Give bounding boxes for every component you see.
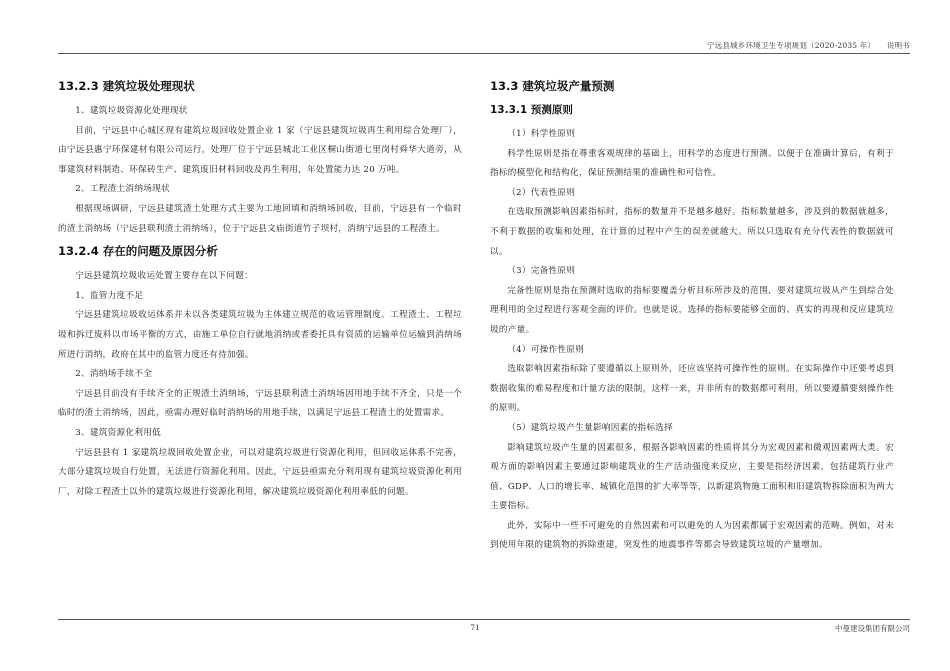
paragraph: 1、监管力度不足 [75, 290, 144, 301]
paragraph: 宁远县建筑垃圾收运处置主要存在以下问题： [75, 271, 254, 282]
section-heading-13-2-3: 13.2.3 建筑垃圾处理现状 [58, 79, 195, 93]
paragraph: 宁远县建筑垃圾收运体系并未以各类建筑垃圾为主体建立规范的收运管理制度。工程渣土、工程垃圾和拆迁废料以市场平衡的方式，由施工单位自行就地消纳或者委托具有资质的运输单位运输到消纳场所进行消纳，政府在其中的监管力度还有待加强。 [58, 310, 462, 360]
paragraph: 2、工程渣土消纳场现状 [75, 184, 170, 195]
paragraph: 选取影响因素指标除了要遵循以上原则外，还应该坚持可操作性的原则。在实际操作中还要考虑到数据收集的难易程度和计量方法的限制，这样一来，并非所有的数据都可利用，所以要遵循要刻操作性的原则。 [490, 364, 894, 414]
header-divider [58, 53, 910, 54]
paragraph: 科学性原则是指在尊重客观规律的基础上，用科学的态度进行预测。以便于在准确计算后，有利于指标的模型化和结构化，保证预测结果的准确性和可信性。 [490, 148, 894, 179]
paragraph: （5）建筑垃圾产生量影响因素的指标选择 [507, 422, 674, 433]
running-header: 宁远县城乡环境卫生专项规划（2020-2035 年） 说明书 [706, 41, 910, 50]
company-name: 中曼建设集团有限公司 [835, 624, 910, 633]
paragraph: 完备性原则是指在预测时选取的指标要覆盖分析目标所涉及的范围，要对建筑垃圾从产生到综合处理利用的全过程进行客观全面的评价。也就是说，选择的指标要能够全面的、真实的再现和反应建筑垃圾的产量。 [490, 285, 894, 335]
paragraph: 此外，实际中一些不可避免的自然因素和可以避免的人为因素都属于宏观因素的范畴。例如，对未到使用年限的建筑物的拆除重建，突发性的地震事件等都会导致建筑垃圾的产量增加。 [490, 520, 894, 551]
left-column [58, 74, 462, 506]
paragraph: （2）代表性原则 [507, 187, 576, 198]
paragraph: 目前，宁远县中心城区现有建筑垃圾回收处置企业 1 家（宁远县建筑垃圾再生利用综合处理厂），由宁远县惠宁环保建材有限公司运行，处理厂位于宁远县城北工业区桐山街道七里岗村舜华大道旁，从事建筑材料制造、环保砖生产、建筑废旧材料回收及再生利用，年处置能力达 20 万吨。 [58, 125, 462, 175]
paragraph: 根据现场调研，宁远县建筑渣土处理方式主要为工地回填和消纳场回收，目前，宁远县有一个临时的渣土消纳场（宁远县联利渣土消纳场），位于宁远县文庙街道竹子坝村，消纳宁远县的工程渣土。 [58, 203, 462, 234]
section-heading-13-3: 13.3 建筑垃圾产量预测 [490, 79, 615, 93]
section-body-13-2-4 [58, 267, 462, 502]
paragraph: 在选取预测影响因素指标时，指标的数量并不是越多越好。指标数量越多，涉及到的数据就越多，不利于数据的收集和处理，在计算的过程中产生的误差就越大。所以只选取有充分代表性的数据就可以。 [490, 207, 894, 257]
section-heading-13-3-1: 13.3.1 预测原则 [490, 104, 573, 116]
section-heading-13-2-4: 13.2.4 存在的问题及原因分析 [58, 244, 218, 259]
page-number: 71 [470, 623, 480, 632]
paragraph: 3、建筑资源化利用低 [75, 427, 161, 438]
paragraph: （3）完备性原则 [507, 266, 576, 277]
right-column [490, 74, 894, 560]
section-body-13-2-3 [58, 102, 462, 239]
paragraph: 2、消纳场手续不全 [75, 369, 153, 380]
paragraph: 宁远县县有 1 家建筑垃圾回收处置企业，可以对建筑垃圾进行资源化利用，但回收运体系不完善，大部分建筑垃圾自行处置，无法进行资源化利用。因此，宁远县亟需充分利用现有建筑垃圾资源化利用厂，对除工程渣土以外的建筑垃圾进行资源化利用，解决建筑垃圾资源化利用率低的问题。 [58, 447, 462, 497]
section-body-13-3-1 [490, 125, 894, 556]
footer-divider [58, 619, 910, 620]
paragraph: （1）科学性原则 [507, 129, 576, 139]
paragraph: 宁远县目前没有手续齐全的正规渣土消纳场，宁远县联利渣土消纳场因用地手续不齐全，只是一个临时的渣土消纳场，因此，亟需办理好临时消纳场的用地手续，以满足宁远县工程渣土的处置需求。 [58, 388, 462, 419]
paragraph: 1、建筑垃圾资源化处理现状 [75, 106, 188, 116]
paragraph: 影响建筑垃圾产生量的因素很多，根据各影响因素的性质将其分为宏观因素和微观因素两大类。宏观方面的影响因素主要通过影响建筑业的生产活动强度来反应，主要是指经济因素，包括建筑行业产值、GDP、人口的增长率、城镇化范围的扩大率等等，以新建筑物施工面积和旧建筑物拆除面积为两大主要指标。 [490, 442, 894, 512]
paragraph: （4）可操作性原则 [507, 344, 585, 355]
